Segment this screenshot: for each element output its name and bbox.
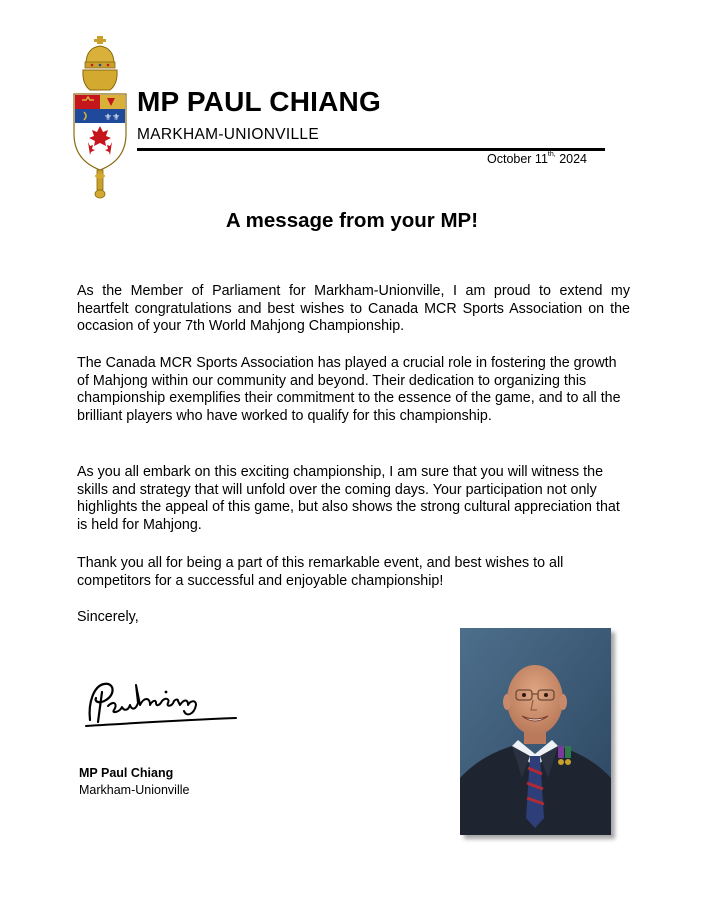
date-day: October 11 <box>487 152 548 166</box>
signatory-riding: Markham-Unionville <box>79 783 190 797</box>
house-of-commons-crest-icon <box>68 34 132 200</box>
letter-heading: A message from your MP! <box>225 209 479 232</box>
mp-name-title: MP PAUL CHIANG <box>137 86 381 117</box>
handwritten-signature <box>80 672 240 734</box>
header-divider <box>137 148 605 151</box>
closing-salutation: Sincerely, <box>77 609 139 625</box>
body-paragraph-4: Thank you all for being a part of this remarkable event, and best wishes to all competitors for a successful and enjoyable championship! <box>77 555 564 589</box>
body-paragraph-3: As you all embark on this exciting championship, I am sure that you will witness the skills and strategy that will unfold over the coming days. Your participation not only highlights the appeal of this game, but also shows the strong cultural appreciation that is held for Mahjong. <box>77 464 620 533</box>
date-year: 2024 <box>555 152 587 166</box>
body-paragraph-2: The Canada MCR Sports Association has played a crucial role in fostering the growth of Mahjong within our community and beyond. Their dedication to organizing this championship exemplifies their commitment to the essence of the game, and to all the brilliant players who have worked to qualify for this championship. <box>77 355 621 424</box>
signatory-name: MP Paul Chiang <box>79 766 174 780</box>
letter-date <box>487 152 587 166</box>
riding-subtitle: MARKHAM-UNIONVILLE <box>137 126 319 143</box>
date-suffix: th, <box>547 151 556 158</box>
mp-portrait-photo <box>460 628 611 835</box>
svg-text:⚜⚜: ⚜⚜ <box>104 113 121 123</box>
body-paragraph-1: As the Member of Parliament for Markham-Unionville, I am proud to extend my heartfelt congratulations and best wishes to Canada MCR Sports Association on the occasion of your 7th World Mahjong Championship. <box>77 283 630 334</box>
